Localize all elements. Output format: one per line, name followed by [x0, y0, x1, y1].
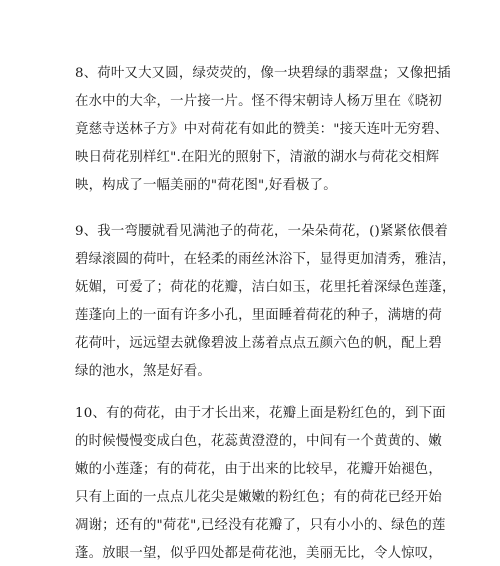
text-line: 碧绿滚圆的荷叶，在轻柔的雨丝沐浴下，显得更加清秀，雅洁， — [75, 252, 456, 267]
text-line: 绿的池水，煞是好看。 — [75, 364, 211, 379]
paragraph-9 — [75, 218, 456, 386]
text-line: 8、荷叶又大又圆，绿荧荧的，像一块碧绿的翡翠盘；又像把插 — [75, 66, 451, 81]
text-line: 在水中的大伞，一片接一片。怪不得宋朝诗人杨万里在《晓初 — [75, 94, 442, 109]
text-line: 妩媚，可爱了；荷花的花瓣，洁白如玉，花里托着深绿色莲蓬， — [75, 280, 456, 295]
paragraph-8 — [75, 60, 451, 200]
text-line: 映，构成了一幅美丽的"荷花图",好看极了。 — [75, 178, 337, 193]
text-line: 蓬。放眼一望，似乎四处都是荷花池，美丽无比，令人惊叹， — [75, 546, 442, 561]
text-line: 花荷叶，远远望去就像碧波上荡着点点五颜六色的帆，配上碧 — [75, 336, 442, 351]
text-line: 只有上面的一点点儿花尖是嫩嫩的粉红色；有的荷花已经开始 — [75, 490, 442, 505]
text-line: 映日荷花别样红".在阳光的照射下，清澈的湖水与荷花交相辉 — [75, 150, 440, 165]
text-line: 嫩的小莲蓬；有的荷花，由于出来的比较早，花瓣开始褪色， — [75, 462, 442, 477]
text-line: 竟慈寺送林子方》中对荷花有如此的赞美："接天连叶无穷碧、 — [75, 122, 449, 137]
text-line: 的时候慢慢变成白色，花蕊黄澄澄的，中间有一个黄黄的、嫩 — [75, 434, 442, 449]
text-line: 凋谢；还有的"荷花",已经没有花瓣了，只有小小的、绿色的莲 — [75, 518, 446, 533]
text-line: 莲蓬向上的一面有许多小孔，里面睡着荷花的种子，满塘的荷 — [75, 308, 442, 323]
paragraph-10 — [75, 400, 446, 566]
text-line: 10、有的荷花，由于才长出来，花瓣上面是粉红色的，到下面 — [75, 406, 446, 421]
text-line: 9、我一弯腰就看见满池子的荷花，一朵朵荷花，()紧紧依偎着 — [75, 224, 448, 239]
